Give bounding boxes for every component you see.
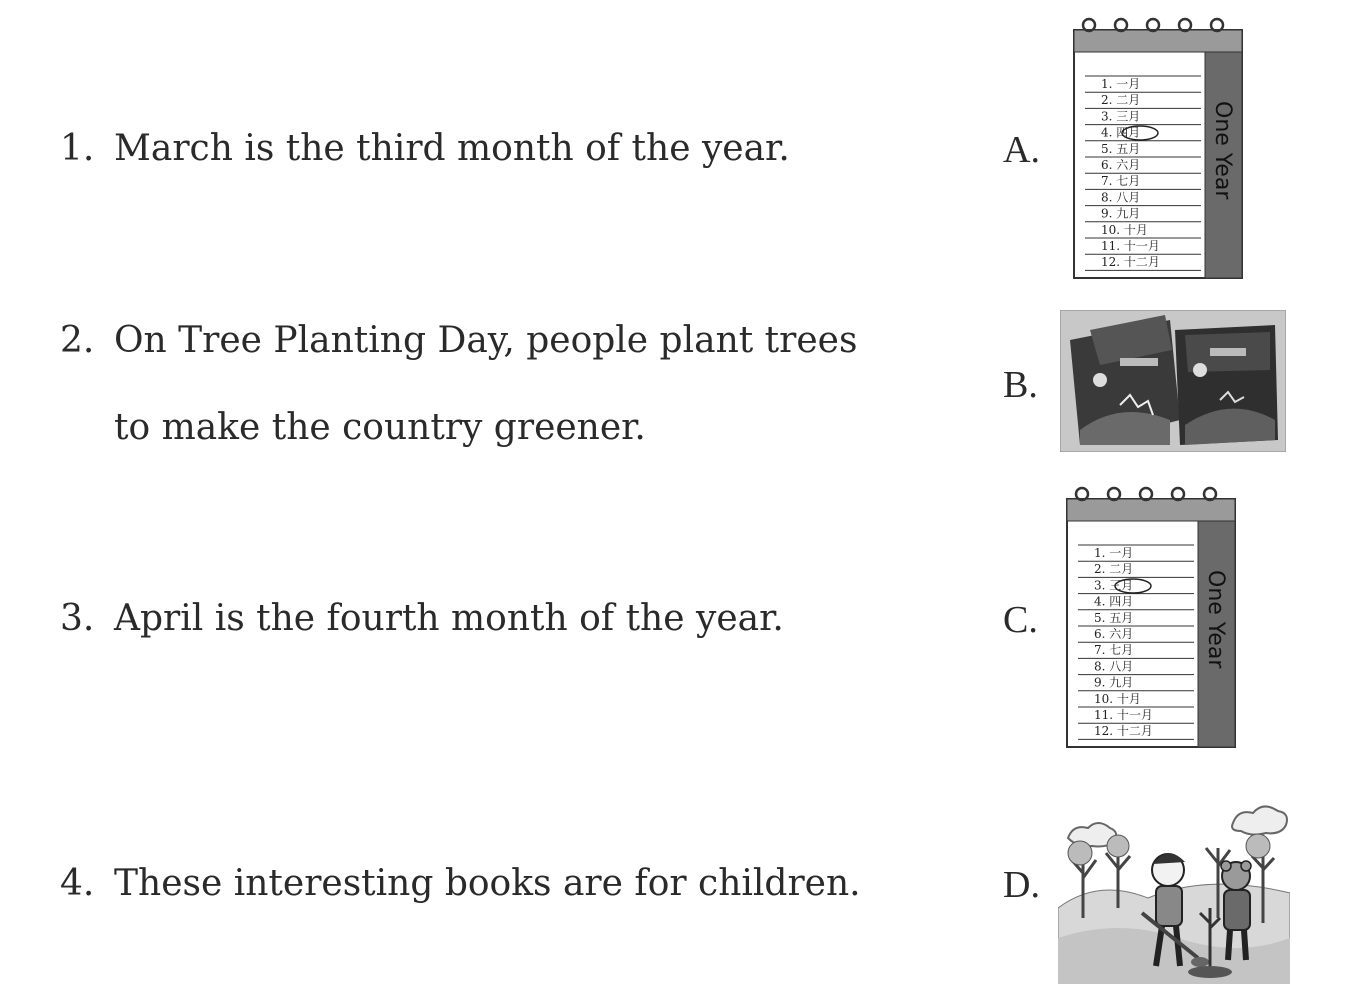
calendar-month-7: 7. 七月 — [1094, 643, 1134, 658]
question-number: 3. — [60, 598, 95, 639]
calendar-month-10: 10. 十月 — [1094, 691, 1141, 706]
tree-planting-cartoon-d — [1058, 798, 1290, 984]
option-letter-a: A. — [1003, 129, 1040, 171]
question-text: March is the third month of the year. — [114, 128, 790, 169]
calendar-month-4: 4. 四月 — [1094, 594, 1134, 609]
option-letter-d: D. — [1003, 864, 1040, 906]
question-text: These interesting books are for children. — [114, 863, 861, 904]
books-photo-b — [1060, 310, 1286, 452]
calendar-month-10: 10. 十月 — [1101, 222, 1148, 237]
question-number: 1. — [60, 128, 95, 169]
question-number: 4. — [60, 863, 95, 904]
calendar-month-12: 12. 十二月 — [1101, 255, 1160, 270]
calendar-month-2: 2. 二月 — [1094, 562, 1134, 577]
question-text: On Tree Planting Day, people plant trees — [114, 320, 858, 361]
calendar-month-2: 2. 二月 — [1101, 93, 1141, 108]
calendar-month-5: 5. 五月 — [1094, 610, 1134, 625]
calendar-month-9: 9. 九月 — [1094, 675, 1134, 690]
calendar-spine-label: One Year — [1210, 101, 1235, 200]
calendar-month-11: 11. 十一月 — [1101, 239, 1160, 253]
calendar-month-1: 1. 一月 — [1094, 546, 1134, 560]
calendar-month-5: 5. 五月 — [1101, 141, 1141, 156]
calendar-month-4: 4. 四月 — [1101, 125, 1141, 140]
calendar-month-3: 3. 三月 — [1094, 578, 1134, 593]
calendar-month-7: 7. 七月 — [1101, 174, 1141, 189]
calendar-month-3: 3. 三月 — [1101, 109, 1141, 124]
calendar-month-11: 11. 十一月 — [1094, 708, 1153, 722]
calendar-picture-a — [1073, 16, 1245, 280]
calendar-month-6: 6. 六月 — [1094, 627, 1134, 641]
calendar-month-6: 6. 六月 — [1101, 158, 1141, 172]
question-text-line-2: to make the country greener. — [114, 407, 646, 448]
option-letter-b: B. — [1003, 364, 1038, 406]
calendar-picture-c — [1066, 485, 1238, 749]
calendar-spine-label: One Year — [1203, 570, 1228, 669]
calendar-month-9: 9. 九月 — [1101, 206, 1141, 221]
option-letter-c: C. — [1003, 599, 1038, 641]
calendar-month-8: 8. 八月 — [1101, 190, 1141, 205]
calendar-month-12: 12. 十二月 — [1094, 724, 1153, 739]
calendar-month-8: 8. 八月 — [1094, 659, 1134, 674]
question-text: April is the fourth month of the year. — [114, 598, 784, 639]
question-number: 2. — [60, 320, 95, 361]
calendar-month-1: 1. 一月 — [1101, 77, 1141, 91]
